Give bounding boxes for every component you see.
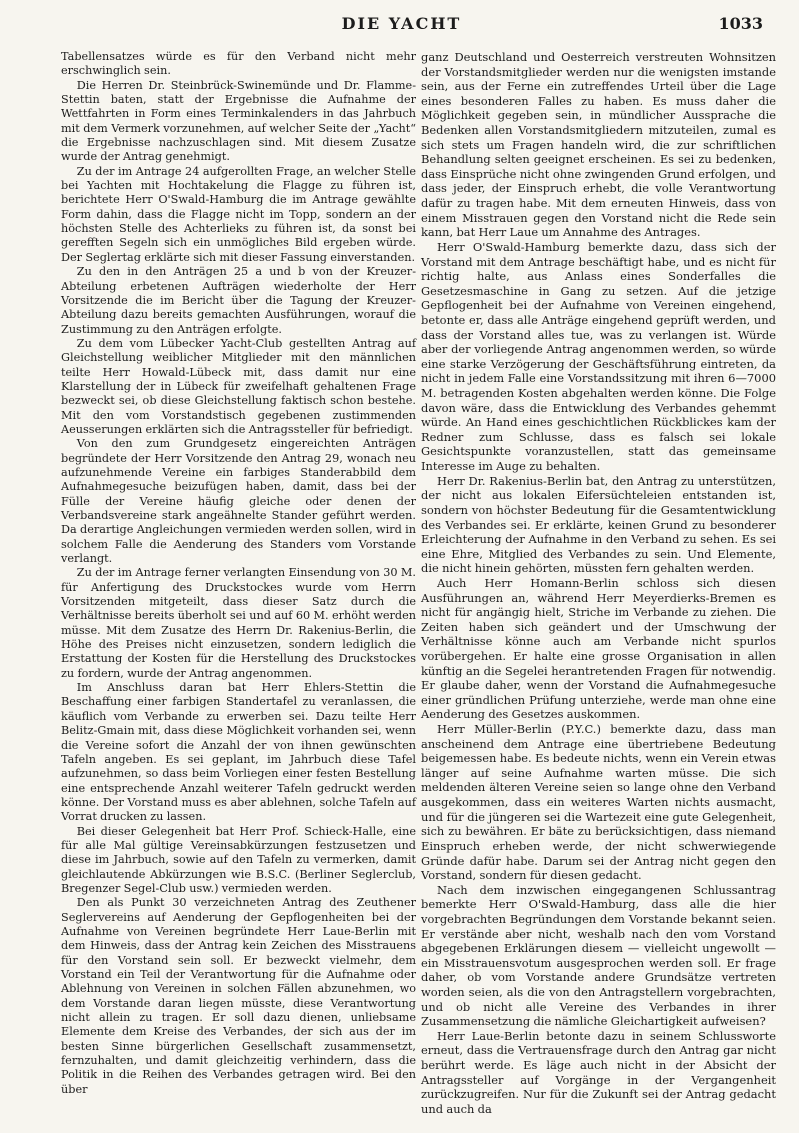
paragraph: Tabellensatzes würde es für den Verband nicht mehr erschwinglich sein. (61, 50, 416, 78)
paragraph: Auch Herr Homann-Berlin schloss sich diesen Ausführungen an, während Herr Meyerdierks-Bremen es nicht für angängig hielt, Striche im Verbande zu ziehen. Die Zeiten haben sich geändert und der Umschwung der Verhältnisse könne auch am Verbande nicht spurlos vorübergehen. Er halte eine grosse Organisation in allen künftig an die Segelei herantretenden Fragen für notwendig. Er glaube daher, wenn der Vorstand die Aufnahmegesuche einer gründlichen Prüfung unterziehe, werde man ohne eine Aenderung des Gesetzes auskommen. (421, 575, 776, 722)
paragraph: Nach dem inzwischen eingegangenen Schlussantrag bemerkte Herr O'Swald-Hamburg, dass alle die hier vorgebrachten Begründungen dem Vorstande bekannt seien. Er verstände aber nicht, weshalb nach den vom Vorstand abgegebenen Erklärungen diesem — vielleicht ungewollt — ein Misstrauensvotum ausgesprochen werden soll. Er frage daher, ob vom Vorstande andere Grundsätze vertreten worden seien, als die von den Antragstellern vorgebrachten, und ob nicht alle Vereine des Verbandes in ihrer Zusammensetzung die nämliche Gleichartigkeit aufweisen? (421, 882, 776, 1029)
paragraph: Zu der im Antrage ferner verlangten Einsendung von 30 M. für Anfertigung des Druckstockes wurde vom Herrn Vorsitzenden mitgeteilt, dass dieser Satz durch die Verhältnisse bereits überholt sei und auf 60 M. erhöht werden müsse. Mit dem Zusatze des Herrn Dr. Rakenius-Berlin, die Höhe des Preises nicht einzusetzen, sondern lediglich die Erstattung der Kosten für die Herstellung des Druckstockes zu fordern, wurde der Antrag angenommen. (61, 566, 416, 680)
paragraph: Herr Dr. Rakenius-Berlin bat, den Antrag zu unterstützen, der nicht aus lokalen Eifersüchteleien entstanden ist, sondern von höchster Bedeutung für die Gesamtentwicklung des Verbandes sei. Er erklärte, keinen Grund zu besonderer Erleichterung der Aufnahme in den Verband zu sehen. Es sei eine Ehre, Mitglied des Verbandes zu sein. Und Elemente, die nicht hinein gehörten, müssten fern gehalten werden. (421, 473, 776, 576)
paragraph: Bei dieser Gelegenheit bat Herr Prof. Schieck-Halle, eine für alle Mal gültige Vereinsabkürzungen festzusetzen und diese im Jahrbuch, sowie auf den Tafeln zu vermerken, damit gleichlautende Abkürzungen wie B.S.C. (Berliner Seglerclub, Bregenzer Segel-Club usw.) vermieden werden. (61, 824, 416, 895)
paragraph: Herr Müller-Berlin (P.Y.C.) bemerkte dazu, dass man anscheinend dem Antrage eine übertriebene Bedeutung beigemessen habe. Es bedeute nichts, wenn ein Verein etwas länger auf seine Aufnahme warten müsse. Die sich meldenden älteren Vereine seien so lange ohne den Verband ausgekommen, dass ein weiteres Warten nichts ausmacht, und für die jüngeren sei die Wartezeit eine gute Gelegenheit, sich zu bewähren. Er bäte zu berücksichtigen, dass niemand Einspruch erheben werde, der nicht schwerwiegende Gründe dafür habe. Darum sei der Antrag nicht gegen den Vorstand, sondern für diesen gedacht. (421, 722, 776, 883)
paragraph: ganz Deutschland und Oesterreich verstreuten Wohnsitzen der Vorstandsmitglieder werden nur die wenigsten imstande sein, aus der Ferne ein zutreffendes Urteil über die Lage eines besonderen Falles zu haben. Es muss daher die Möglichkeit gegeben sein, in mündlicher Aussprache die Bedenken allen Vorstandsmitgliedern mitzuteilen, zumal es sich stets um Fragen handeln wird, die zur schriftlichen Behandlung selten geeignet erscheinen. Es sei zu bedenken, dass Einsprüche nicht ohne zwingenden Grund erfolgen, und dass jeder, der Einspruch erhebt, die volle Verantwortung dafür zu tragen habe. Mit dem erneuten Hinweis, dass von einem Misstrauen gegen den Vorstand nicht die Rede sein kann, bat Herr Laue um Annahme des Antrages. (421, 50, 776, 240)
page-header (40, 14, 763, 38)
paragraph: Zu dem vom Lübecker Yacht-Club gestellten Antrag auf Gleichstellung weiblicher Mitglieder mit den männlichen teilte Herr Howald-Lübeck mit, dass damit nur eine Klarstellung der in Lübeck für zweifelhaft gehaltenen Frage bezweckt sei, ob diese Gleichstellung faktisch schon bestehe. Mit den vom Vorstandstisch gegebenen zustimmenden Aeusserungen erklärten sich die Antragssteller für befriedigt. (61, 336, 416, 436)
left-column (61, 50, 416, 1097)
paragraph: Die Herren Dr. Steinbrück-Swinemünde und Dr. Flamme-Stettin baten, statt der Ergebnisse die Aufnahme der Wettfahrten in Form eines Terminkalenders in das Jahrbuch mit dem Vermerk vorzunehmen, auf welcher Seite der „Yacht“ die Ergebnisse nachzuschlagen sind. Mit diesem Zusatze wurde der Antrag genehmigt. (61, 78, 416, 164)
page-number: 1033 (718, 14, 763, 33)
right-column (421, 50, 776, 1116)
paragraph: Herr Laue-Berlin betonte dazu in seinem Schlussworte erneut, dass die Vertrauensfrage durch den Antrag gar nicht berührt werde. Es läge auch nicht in der Absicht der Antragssteller auf Vorgänge in der Vergangenheit zurückzugreifen. Nur für die Zukunft sei der Antrag gedacht und auch da (421, 1028, 776, 1116)
paragraph: Von den zum Grundgesetz eingereichten Anträgen begründete der Herr Vorsitzende den Antrag 29, wonach neu aufzunehmende Vereine ein farbiges Standerabbild dem Aufnahmegesuche beizufügen haben, damit, dass bei der Fülle der Vereine häufig gleiche oder denen der Verbandsvereine stark angeähnelte Stander geführt werden. Da derartige Angleichungen vermieden werden sollen, wird in solchem Falle die Aenderung des Standers vom Vorstande verlangt. (61, 437, 416, 566)
paragraph: Zu den in den Anträgen 25 a und b von der Kreuzer-Abteilung erbetenen Aufträgen wiederholte der Herr Vorsitzende die im Bericht über die Tagung der Kreuzer-Abteilung dazu bereits gemachten Ausführungen, worauf die Zustimmung zu den Anträgen erfolgte. (61, 265, 416, 336)
paragraph: Herr O'Swald-Hamburg bemerkte dazu, dass sich der Vorstand mit dem Antrage beschäftigt habe, und es nicht für richtig halte, aus Anlass eines Sonderfalles die Gesetzesmaschine in Gang zu setzen. Auf die jetzige Gepflogenheit bei der Aufnahme von Vereinen eingehend, betonte er, dass alle Anträge eingehend geprüft werden, und dass der Vorstand alles tue, was zu verlangen ist. Würde aber der vorliegende Antrag angenommen werden, so würde eine starke Verzögerung der Geschäftsführung eintreten, da nicht in jedem Falle eine Vorstandssitzung mit ihren 6—7000 M. betragenden Kosten abgehalten werden könne. Die Folge davon wäre, dass die Entwicklung des Verbandes gehemmt würde. An Hand eines geschichtlichen Rückblickes kam der Redner zum Schlusse, dass es falsch sei lokale Gesichtspunkte voranzustellen, statt das gemeinsame Interesse im Auge zu behalten. (421, 239, 776, 474)
paragraph: Zu der im Antrage 24 aufgerollten Frage, an welcher Stelle bei Yachten mit Hochtakelung die Flagge zu führen ist, berichtete Herr O'Swald-Hamburg die im Antrage gewählte Form dahin, dass die Flagge nicht im Topp, sondern an der höchsten Stelle des Achterlieks zu führen ist, da sonst bei gerefften Segeln sich ein unmögliches Bild ergeben würde. Der Seglertag erklärte sich mit dieser Fassung einverstanden. (61, 164, 416, 264)
paragraph: Im Anschluss daran bat Herr Ehlers-Stettin die Beschaffung einer farbigen Standertafel zu veranlassen, die käuflich vom Verbande zu erwerben sei. Dazu teilte Herr Belitz-Gmain mit, dass diese Möglichkeit vorhanden sei, wenn die Vereine sofort die Anzahl der von ihnen gewünschten Tafeln angeben. Es sei geplant, im Jahrbuch diese Tafel aufzunehmen, so dass beim Vorliegen einer festen Bestellung eine entsprechende Anzahl weiterer Tafeln gedruckt werden könne. Der Vorstand muss es aber ablehnen, solche Tafeln auf Vorrat drucken zu lassen. (61, 681, 416, 824)
running-title: DIE YACHT (341, 14, 462, 33)
paragraph: Den als Punkt 30 verzeichneten Antrag des Zeuthener Seglervereins auf Aenderung der Gepflogenheiten bei der Aufnahme von Vereinen begründete Herr Laue-Berlin mit dem Hinweis, dass der Antrag kein Zeichen des Misstrauens für den Vorstand sein soll. Er bezweckt vielmehr, dem Vorstand ein Teil der Verantwortung für die Aufnahme oder Ablehnung von Vereinen in solchen Fällen abzunehmen, wo dem Vorstande daran liegen müsste, diese Verantwortung nicht allein zu tragen. Er soll dazu dienen, unliebsame Elemente dem Kreise des Verbandes, der sich aus der im besten Sinne bürgerlichen Gesellschaft zusammensetzt, fernzuhalten, und damit gleichzeitig verhindern, dass die Politik in die Reihen des Verbandes getragen wird. Bei den über (61, 896, 416, 1096)
